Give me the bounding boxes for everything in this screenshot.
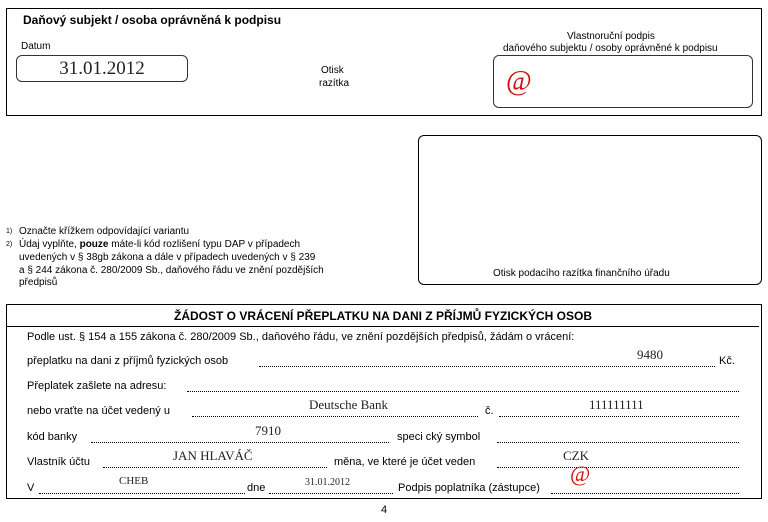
office-stamp-box [418,135,762,285]
footnote-2-line-1a: Údaj vyplňte, [19,239,77,250]
refund-request-form [6,304,762,499]
place-field[interactable] [39,493,245,494]
currency-field[interactable] [497,467,739,468]
currency-label: měna, ve které je účet veden [334,456,476,468]
taxpayer-heading: Daňový subjekt / osoba oprávněná k podpisu [23,13,282,27]
place-value: CHEB [119,475,149,487]
footnote-2-mark: 2) [6,241,13,248]
specific-symbol-label: speci cký symbol [397,431,481,443]
footnote-2-line-2: uvedených v § 38gb zákona a dále v případech uvedených v § 239 [19,252,316,263]
currency-suffix: Kč. [719,355,735,367]
footnote-2-line-4: předpisů [19,277,58,288]
specific-symbol-field[interactable] [497,442,739,443]
date-field[interactable] [269,493,393,494]
date-value: 31.01.2012 [305,477,350,488]
office-stamp-label: Otisk podacího razítka finančního úřadu [493,268,670,279]
stamp-label-2: razítka [319,78,350,89]
footnote-2-line-3: a § 244 zákona č. 280/2009 Sb., daňového řádu ve znění pozdějších [19,264,324,276]
signature-label-1: Vlastnoruční podpis [567,31,655,42]
form-intro: Podle ust. § 154 a 155 zákona č. 280/2009 Sb., daňového řádu, ve znění pozdějších předpisů, žádám o vrácení: [27,331,575,343]
account-number-field[interactable] [499,416,739,417]
footnote-2-emphasis: pouze [79,239,109,250]
address-label: Přeplatek zašlete na adresu: [27,380,167,392]
form-title: ŽÁDOST O VRÁCENÍ PŘEPLATKU NA DANI Z PŘÍJMŮ FYZICKÝCH OSOB [173,309,592,323]
bank-name-value: Deutsche Bank [309,397,389,412]
owner-label: Vlastník účtu [27,456,90,468]
page-number: 4 [380,504,388,516]
footnote-1-mark: 1) [6,228,13,235]
datum-value: 31.01.2012 [59,58,145,79]
place-label: V [27,482,35,494]
overpayment-value: 9480 [637,347,663,362]
owner-value: JAN HLAVÁČ [173,448,253,463]
currency-value: CZK [563,448,589,463]
owner-field[interactable] [103,467,327,468]
address-field[interactable] [187,391,739,392]
bank-code-value: 7910 [255,423,281,438]
title-divider [7,326,759,327]
bank-code-field[interactable] [91,442,389,443]
footnote-1-text: Označte křížkem odpovídající variantu [19,226,190,237]
footnote-2-line-1 [19,239,300,252]
account-label: nebo vraťte na účet vedený u [27,405,170,417]
footnote-2-line-1c: máte-li kód rozlišení typu DAP v případech [111,239,301,250]
datum-label: Datum [21,41,51,52]
bank-code-label: kód banky [27,431,78,443]
taxpayer-signature-mark: @ [570,461,591,486]
signature-label: Podpis poplatníka (zástupce) [398,482,540,494]
footnotes [6,226,324,290]
overpayment-label: přeplatku na dani z příjmů fyzických osob [27,355,229,367]
signature-label-2: daňového subjektu / osoby oprávněné k podpisu [503,43,718,54]
signature-field[interactable] [493,55,753,108]
account-number-label: č. [485,405,494,417]
bank-name-field[interactable] [192,416,478,417]
stamp-label-1: Otisk [321,65,344,76]
account-number-value: 111111111 [589,397,644,412]
signature-mark: @ [506,66,532,97]
date-label: dne [247,482,266,494]
datum-field[interactable] [16,55,188,82]
taxpayer-signature-field[interactable] [551,493,739,494]
taxpayer-signature-section [6,8,762,116]
overpayment-field[interactable] [259,366,715,367]
